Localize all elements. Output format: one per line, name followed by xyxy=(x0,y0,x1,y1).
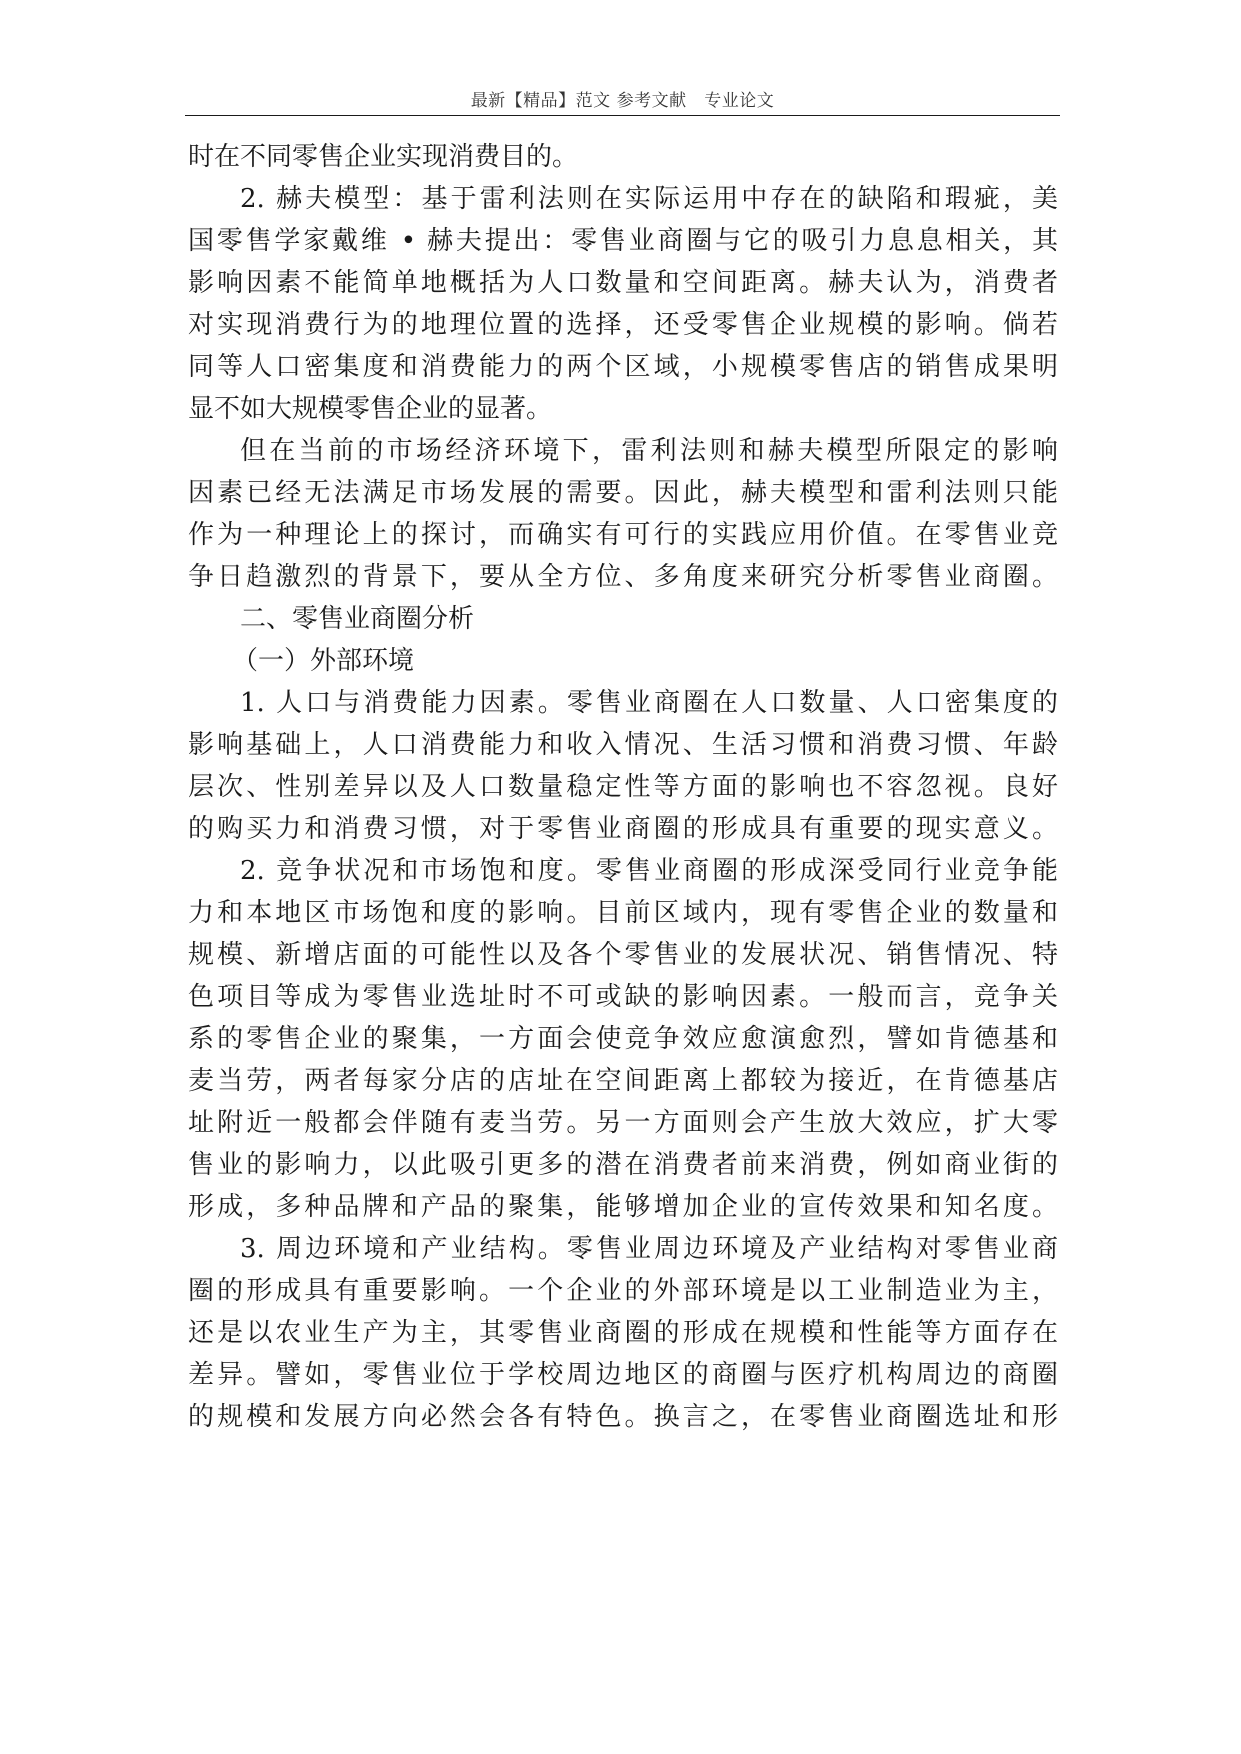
text-line: 址附近一般都会伴随有麦当劳。另一方面则会产生放大效应，扩大零 xyxy=(188,1108,1058,1138)
text-line: 影响因素不能简单地概括为人口数量和空间距离。赫夫认为，消费者 xyxy=(188,268,1058,298)
text-line: 圈的形成具有重要影响。一个企业的外部环境是以工业制造业为主， xyxy=(188,1276,1058,1306)
text-line: 2. 赫夫模型：基于雷利法则在实际运用中存在的缺陷和瑕疵，美 xyxy=(240,184,1058,214)
text-line: 3. 周边环境和产业结构。零售业周边环境及产业结构对零售业商 xyxy=(240,1234,1058,1264)
subsection-heading: （一）外部环境 xyxy=(232,646,415,676)
text-line: 影响基础上，人口消费能力和收入情况、生活习惯和消费习惯、年龄 xyxy=(188,730,1058,760)
text-line: 时在不同零售企业实现消费目的。 xyxy=(188,142,579,172)
text-line: 还是以农业生产为主，其零售业商圈的形成在规模和性能等方面存在 xyxy=(188,1318,1058,1348)
text-line: 因素已经无法满足市场发展的需要。因此，赫夫模型和雷利法则只能 xyxy=(188,478,1058,508)
text-line: 力和本地区市场饱和度的影响。目前区域内，现有零售企业的数量和 xyxy=(188,898,1058,928)
text-line: 显不如大规模零售企业的显著。 xyxy=(188,394,553,424)
text-line: 差异。譬如，零售业位于学校周边地区的商圈与医疗机构周边的商圈 xyxy=(188,1360,1058,1390)
text-line: 系的零售企业的聚集，一方面会使竞争效应愈演愈烈，譬如肯德基和 xyxy=(188,1024,1058,1054)
text-line: 作为一种理论上的探讨，而确实有可行的实践应用价值。在零售业竞 xyxy=(188,520,1058,550)
text-line: 2. 竞争状况和市场饱和度。零售业商圈的形成深受同行业竞争能 xyxy=(240,856,1058,886)
text-line: 的规模和发展方向必然会各有特色。换言之，在零售业商圈选址和形 xyxy=(188,1402,1058,1432)
text-line: 规模、新增店面的可能性以及各个零售业的发展状况、销售情况、特 xyxy=(188,940,1058,970)
text-line: 售业的影响力，以此吸引更多的潜在消费者前来消费，例如商业街的 xyxy=(188,1150,1058,1180)
text-line: 同等人口密集度和消费能力的两个区域，小规模零售店的销售成果明 xyxy=(188,352,1058,382)
section-heading: 二、零售业商圈分析 xyxy=(240,604,475,634)
text-line: 色项目等成为零售业选址时不可或缺的影响因素。一般而言，竞争关 xyxy=(188,982,1058,1012)
text-line: 国零售学家戴维 • 赫夫提出：零售业商圈与它的吸引力息息相关，其 xyxy=(188,226,1058,256)
text-line: 形成，多种品牌和产品的聚集，能够增加企业的宣传效果和知名度。 xyxy=(188,1192,1058,1222)
text-line: 1. 人口与消费能力因素。零售业商圈在人口数量、人口密集度的 xyxy=(240,688,1058,718)
text-line: 麦当劳，两者每家分店的店址在空间距离上都较为接近，在肯德基店 xyxy=(188,1066,1058,1096)
text-line: 层次、性别差异以及人口数量稳定性等方面的影响也不容忽视。良好 xyxy=(188,772,1058,802)
page-header: 最新【精品】范文 参考文献 专业论文 xyxy=(470,91,775,111)
text-line: 争日趋激烈的背景下，要从全方位、多角度来研究分析零售业商圈。 xyxy=(188,562,1058,592)
text-line: 对实现消费行为的地理位置的选择，还受零售企业规模的影响。倘若 xyxy=(188,310,1058,340)
text-line: 但在当前的市场经济环境下，雷利法则和赫夫模型所限定的影响 xyxy=(240,436,1058,466)
header-divider xyxy=(185,115,1060,116)
text-line: 的购买力和消费习惯，对于零售业商圈的形成具有重要的现实意义。 xyxy=(188,814,1058,844)
